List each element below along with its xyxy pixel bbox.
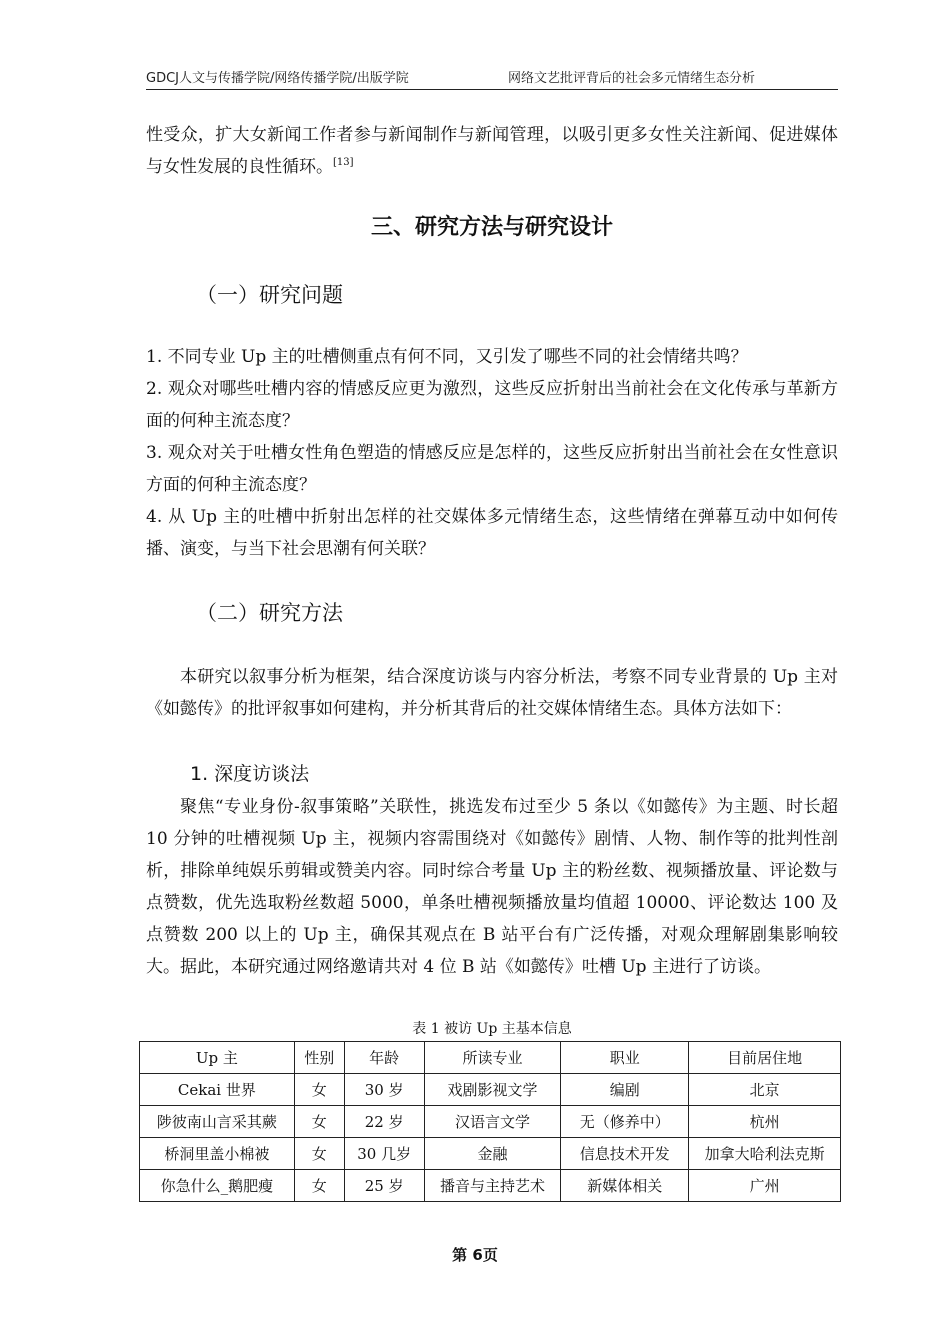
table-cell: 北京 [689,1074,841,1106]
table-cell: Cekai 世界 [140,1074,295,1106]
question-3: 3. 观众对关于吐槽女性角色塑造的情感反应是怎样的，这些反应折射出当前社会在女性意识方面的何种主流态度？ [146,443,838,495]
question-1: 1. 不同专业 Up 主的吐槽侧重点有何不同，又引发了哪些不同的社会情绪共鸣？ [146,347,748,367]
table-row [140,1170,841,1202]
table-cell: 杭州 [689,1106,841,1138]
method-1-paragraph: 聚焦“专业身份-叙事策略”关联性，挑选发布过至少 5 条以《如懿传》为主题、时长超 10 分钟的吐槽视频 Up 主，视频内容需围绕对《如懿传》剧情、人物、制作等的批判性剖析，排除单纯娱乐剪辑或赞美内容。同时综合考量 Up 主的粉丝数、视频播放量、评论数与点赞数，优先选取粉丝数超 5000，单条吐槽视频播放量均值超 10000、评论数达 100 及点赞数 200 以上的 Up 主，确保其观点在 B 站平台有广泛传播，对观众理解剧集影响较大。据此，本研究通过网络邀请共对 4 位 B 站《如懿传》吐槽 Up 主进行了访谈。 [146,797,838,977]
method-1-title: 1. 深度访谈法 [190,763,310,785]
intro-text: 性受众，扩大女新闻工作者参与新闻制作与新闻管理，以吸引更多女性关注新闻、促进媒体与女性发展的良性循环。 [146,125,838,177]
table-cell: 25 岁 [344,1170,424,1202]
intro-paragraph [146,119,838,183]
column-header: 年龄 [344,1042,424,1074]
table-cell: 信息技术开发 [561,1138,689,1170]
table-header-row [140,1042,841,1074]
table-cell: 播音与主持艺术 [424,1170,561,1202]
column-header: Up 主 [140,1042,295,1074]
research-questions-list [146,341,838,565]
table-cell: 桥洞里盖小棉被 [140,1138,295,1170]
methods-intro-paragraph: 本研究以叙事分析为框架，结合深度访谈与内容分析法，考察不同专业背景的 Up 主对《如懿传》的批评叙事如何建构，并分析其背后的社交媒体情绪生态。具体方法如下： [146,667,838,719]
running-header [146,67,838,90]
table-cell: 你急什么_鹅肥瘦 [140,1170,295,1202]
section-3-title: 三、研究方法与研究设计 [370,215,613,240]
column-header: 性别 [294,1042,344,1074]
header-institution: GDCJ人文与传播学院/网络传播学院/出版学院 [146,71,409,86]
table-cell: 汉语言文学 [424,1106,561,1138]
table-cell: 女 [294,1170,344,1202]
table-cell: 戏剧影视文学 [424,1074,561,1106]
table-row [140,1138,841,1170]
interviewee-table [139,1041,841,1202]
citation-13: [13] [333,157,354,168]
table-cell: 无（修养中） [561,1106,689,1138]
table-row [140,1074,841,1106]
column-header: 所读专业 [424,1042,561,1074]
table-cell: 女 [294,1074,344,1106]
table-cell: 新媒体相关 [561,1170,689,1202]
subsection-research-questions-title: （一）研究问题 [196,283,343,307]
question-4: 4. 从 Up 主的吐槽中折射出怎样的社交媒体多元情绪生态，这些情绪在弹幕互动中如何传播、演变，与当下社会思潮有何关联？ [146,507,838,559]
header-paper-title: 网络文艺批评背后的社会多元情绪生态分析 [508,71,756,86]
table-cell: 22 岁 [344,1106,424,1138]
table-cell: 女 [294,1138,344,1170]
table-cell: 陟彼南山言采其蕨 [140,1106,295,1138]
table-cell: 30 几岁 [344,1138,424,1170]
table-caption: 表 1 被访 Up 主基本信息 [412,1021,572,1037]
column-header: 目前居住地 [689,1042,841,1074]
page-number: 第 6页 [452,1246,498,1264]
table-cell: 金融 [424,1138,561,1170]
table-cell: 30 岁 [344,1074,424,1106]
table-cell: 广州 [689,1170,841,1202]
question-2: 2. 观众对哪些吐槽内容的情感反应更为激烈，这些反应折射出当前社会在文化传承与革新方面的何种主流态度？ [146,379,838,431]
table-cell: 女 [294,1106,344,1138]
column-header: 职业 [561,1042,689,1074]
table-cell: 编剧 [561,1074,689,1106]
table-cell: 加拿大哈利法克斯 [689,1138,841,1170]
table-row [140,1106,841,1138]
subsection-research-methods-title: （二）研究方法 [196,601,343,625]
